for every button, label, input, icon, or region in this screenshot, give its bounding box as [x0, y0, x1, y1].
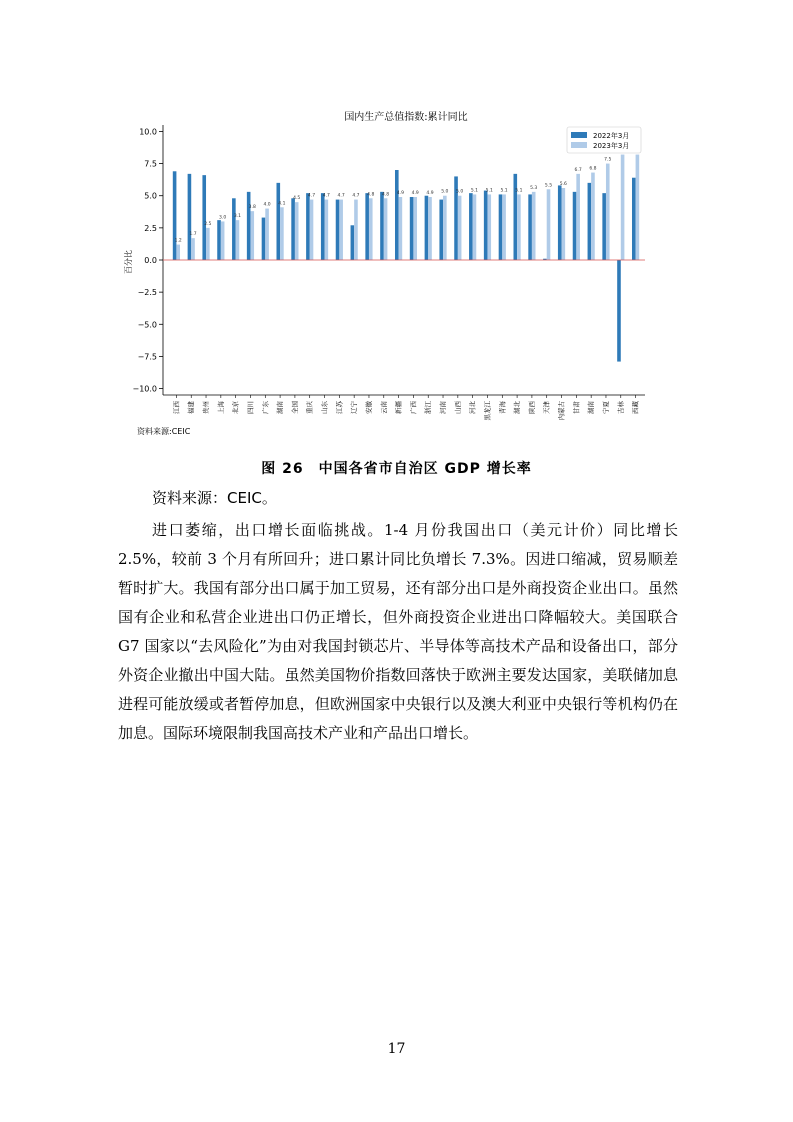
bar-2022-10 — [306, 193, 310, 260]
body-paragraph: 进口萎缩，出口增长面临挑战。1-4 月份我国出口（美元计价）同比增长 2.5%，较前 3 个月有所回升；进口累计同比负增长 7.3%。因进口缩减，贸易顺差暂时扩大。我国有部分出口属于加工贸易，还有部分出口是外商投资企业出口。虽然国有企业和私营企业进出口仍正增长，但外商投资企业进出口降幅较大。美国联合 G7 国家以“去风险化”为由对我国封锁芯片、半导体等高技术产品和设备出口，部分外资企业撤出中国大陆。虽然美国物价指数回落快于欧洲主要发达国家，美联储加息进程可能放缓或者暂停加息，但欧洲国家中央银行以及澳大利亚中央银行等机构仍在加息。国际环境限制我国高技术产业和产品出口增长。 — [118, 521, 678, 742]
bar-2023-11 — [325, 200, 329, 260]
bar-2022-8 — [276, 183, 280, 260]
bar-2022-17 — [410, 197, 414, 260]
data-label: 3.8 — [248, 205, 256, 211]
bar-2022-11 — [321, 193, 325, 260]
bar-2023-13 — [354, 200, 358, 260]
data-label: 4.8 — [367, 192, 375, 198]
bar-2022-16 — [395, 170, 399, 260]
bar-2023-1 — [176, 245, 180, 260]
x-tick-label: 安徽 — [364, 401, 373, 414]
bar-2023-24 — [517, 194, 521, 260]
chart-source-note: 资料来源:CEIC — [137, 427, 191, 436]
bar-2023-10 — [310, 200, 314, 260]
data-label: 1.2 — [174, 238, 182, 244]
data-label: 4.1 — [278, 201, 286, 207]
data-label: 6.8 — [589, 166, 597, 172]
bar-2023-29 — [591, 173, 595, 260]
bar-2022-22 — [484, 191, 488, 260]
bar-2023-16 — [399, 197, 403, 260]
data-label: 4.7 — [352, 193, 360, 199]
bar-2023-22 — [487, 194, 491, 260]
data-label: 3.1 — [233, 214, 242, 220]
data-label: 6.7 — [574, 167, 582, 173]
x-tick-label: 山东 — [320, 401, 329, 414]
data-label: 5.1 — [500, 188, 508, 194]
bar-2022-24 — [513, 174, 517, 260]
data-label: 5.0 — [441, 189, 449, 195]
data-label: 4.7 — [322, 193, 330, 199]
bar-2023-27 — [562, 188, 566, 260]
data-label: 4.9 — [426, 191, 434, 196]
y-tick-label: 0.0 — [144, 256, 157, 265]
x-tick-label: 福建 — [187, 401, 196, 414]
data-label: 5.1 — [515, 188, 523, 194]
bar-2023-5 — [236, 220, 240, 260]
bar-2023-17 — [413, 197, 417, 260]
bar-2022-31 — [617, 260, 621, 362]
bar-2022-25 — [528, 194, 532, 260]
bar-2022-30 — [602, 193, 606, 260]
data-label: 4.8 — [381, 192, 390, 198]
figure-source: 资料来源：CEIC。 — [152, 489, 277, 507]
x-tick-label: 内蒙古 — [557, 401, 566, 421]
data-label: 5.1 — [485, 188, 493, 194]
x-tick-label: 四川 — [246, 401, 255, 414]
x-tick-label: 广东 — [261, 401, 270, 414]
y-tick-label: 5.0 — [144, 191, 157, 201]
bar-2022-21 — [469, 193, 473, 260]
bar-2023-20 — [458, 196, 462, 260]
bar-2022-12 — [336, 200, 340, 260]
bar-2022-4 — [217, 220, 221, 260]
data-label: 5.1 — [470, 188, 479, 194]
x-tick-label: 云南 — [379, 401, 388, 414]
bar-2022-15 — [380, 192, 384, 260]
bar-2022-32 — [632, 178, 636, 260]
data-label: 5.5 — [544, 183, 553, 189]
legend-swatch — [571, 142, 587, 148]
data-label: 4.0 — [263, 202, 271, 208]
y-tick-label: 7.5 — [144, 159, 157, 169]
bar-2023-3 — [206, 228, 210, 260]
bar-2023-30 — [606, 164, 610, 260]
x-tick-label: 浙江 — [424, 401, 433, 414]
x-tick-label: 青海 — [498, 401, 507, 414]
y-axis-label: 百分比 — [124, 250, 133, 274]
data-label: 4.9 — [396, 191, 404, 196]
bar-2023-23 — [502, 194, 506, 260]
bar-2023-15 — [384, 198, 388, 260]
y-tick-label: 10.0 — [139, 127, 157, 137]
bar-2023-19 — [443, 196, 447, 260]
bar-2023-7 — [265, 209, 269, 260]
x-tick-label: 河北 — [468, 401, 477, 414]
data-label: 4.7 — [307, 193, 316, 199]
figure-caption: 图 26 中国各省市自治区 GDP 增长率 — [261, 461, 532, 477]
bar-2022-1 — [173, 171, 177, 260]
x-tick-label: 天津 — [542, 401, 551, 414]
data-label: 3.0 — [219, 215, 227, 221]
bar-2023-14 — [369, 198, 373, 260]
bar-2022-29 — [588, 183, 592, 260]
data-label: 5.6 — [559, 182, 567, 187]
x-tick-label: 江西 — [172, 401, 181, 414]
data-label: 7.5 — [604, 157, 612, 163]
y-tick-label: −5.0 — [137, 320, 157, 330]
x-tick-label: 陕西 — [527, 401, 536, 414]
bar-2023-31 — [621, 155, 625, 260]
bar-2023-21 — [473, 194, 477, 260]
data-label: 5.3 — [530, 185, 538, 191]
bar-2023-28 — [576, 174, 580, 260]
legend-label: 2022年3月 — [593, 132, 630, 140]
bar-2022-7 — [262, 218, 266, 260]
bar-2023-9 — [295, 202, 299, 260]
bar-2023-18 — [428, 197, 432, 260]
x-tick-label: 山西 — [453, 401, 462, 414]
x-tick-label: 上海 — [216, 401, 225, 414]
bar-2022-5 — [232, 198, 236, 260]
x-tick-label: 辽宁 — [350, 401, 359, 414]
x-tick-label: 贵州 — [202, 401, 211, 414]
x-tick-label: 湖南 — [276, 401, 285, 414]
data-label: 4.7 — [337, 193, 345, 199]
bar-2023-6 — [250, 211, 254, 260]
x-tick-label: 全国 — [290, 401, 299, 414]
x-tick-label: 重庆 — [305, 401, 314, 414]
x-tick-label: 黑龙江 — [483, 401, 492, 421]
x-tick-label: 西藏 — [631, 401, 640, 414]
bar-2023-12 — [339, 200, 343, 260]
x-tick-label: 新疆 — [394, 401, 403, 414]
x-tick-label: 江苏 — [335, 401, 344, 414]
legend-swatch — [571, 132, 587, 138]
chart-legend — [567, 127, 641, 153]
bar-2022-3 — [202, 175, 206, 260]
bar-2023-25 — [532, 192, 536, 260]
data-label: 4.5 — [293, 196, 301, 202]
page-number: 17 — [387, 1041, 406, 1057]
x-tick-label: 宁夏 — [601, 401, 610, 414]
bar-2022-2 — [188, 174, 192, 260]
bar-2023-32 — [636, 155, 640, 260]
data-label: 4.9 — [411, 191, 419, 196]
bar-2022-19 — [439, 200, 443, 260]
bar-2022-13 — [351, 225, 355, 260]
bar-2022-23 — [499, 194, 503, 260]
bar-2022-27 — [558, 185, 562, 260]
x-tick-label: 湖北 — [513, 401, 522, 414]
y-tick-label: −2.5 — [137, 288, 157, 298]
x-tick-label: 北京 — [231, 401, 240, 414]
bar-2022-6 — [247, 192, 251, 260]
x-tick-label: 湖南 — [587, 401, 596, 414]
x-tick-label: 广西 — [409, 401, 418, 414]
y-tick-label: 2.5 — [144, 223, 157, 233]
bar-2023-8 — [280, 207, 284, 260]
x-tick-label: 吉林 — [616, 401, 625, 414]
x-tick-label: 甘肃 — [572, 401, 581, 414]
x-tick-label: 河南 — [439, 401, 448, 414]
legend-label: 2023年3月 — [593, 142, 630, 150]
data-label: 1.7 — [189, 232, 197, 238]
data-label: 2.5 — [204, 221, 212, 227]
bar-2023-4 — [221, 221, 225, 260]
data-label: 5.0 — [456, 189, 464, 195]
bar-2022-14 — [365, 193, 369, 260]
bar-2023-2 — [191, 238, 195, 260]
chart-title: 国内生产总值指数:累计同比 — [344, 112, 468, 123]
bar-2023-26 — [547, 189, 551, 260]
bar-2022-28 — [573, 192, 577, 260]
bar-2022-9 — [291, 198, 295, 260]
y-tick-label: −7.5 — [137, 352, 157, 362]
gdp-growth-chart — [0, 0, 793, 450]
y-tick-label: −10.0 — [132, 384, 157, 394]
bar-2022-18 — [425, 196, 429, 260]
